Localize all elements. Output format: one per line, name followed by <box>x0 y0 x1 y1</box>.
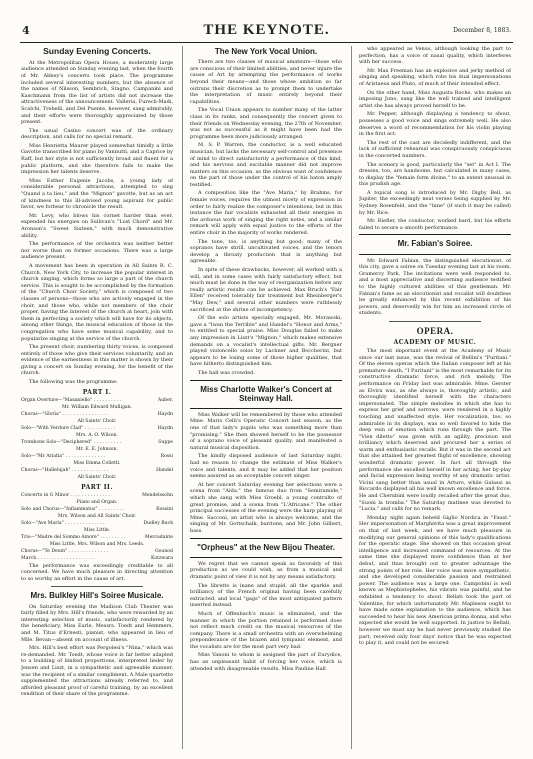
issue-date: December 8, 1883. <box>453 27 511 34</box>
programme-row <box>21 521 173 527</box>
programme-item: Chorus—"Gloria" . . . . . . . . . . . . . . . . <box>21 411 108 417</box>
programme-item: Chorus—"Te Deum" . . . . . . . . . . . . . . <box>21 548 109 554</box>
article-heading: The New York Vocal Union. <box>214 47 318 56</box>
programme-composer: Mercadante <box>144 534 173 540</box>
programme-composer: Suppe <box>158 439 173 445</box>
article-paragraph: Mr. Riefler, the conductor, worked hard, but his efforts failed to secure a smooth performance. <box>359 218 511 231</box>
programme-composer: Haydn <box>157 425 173 431</box>
boxed-heading <box>359 234 511 254</box>
article-paragraph: There are two classes of musical amateurs—those who are conscious of their limited abilities, and never injure the cause of Art by attempting the performance of works beyond their means—and those whose ambition so far outruns their discretion as to prompt them to undertake the interpretation of music entirely beyond their capabilities. <box>190 59 342 105</box>
programme-item: March . . . . . . . . . . . . . . . . . . . . <box>21 555 95 561</box>
programme-row <box>21 535 173 541</box>
programme-item: Miss Emma Colletti. <box>73 460 121 466</box>
article-paragraph: We regret that we cannot speak as favorably of this production as we could wish, as from a musical and dramatic point of view it is not by any means satisfactory. <box>190 560 342 580</box>
column-2 <box>190 46 342 751</box>
column-divider <box>182 46 183 749</box>
programme-item: Mrs. Wilson and All Saints' Choir. <box>57 513 137 519</box>
article-paragraph: The hall was crowded. <box>198 369 255 376</box>
article-heading: Miss Charlotte Walker's Concert at Steinway Hall. <box>200 384 332 403</box>
programme-row <box>21 426 173 432</box>
programme-row <box>21 493 173 499</box>
programme-composer: Rossini <box>156 506 173 512</box>
article-paragraph: On Saturday evening the Madison Club Theater was fairly filled by Mrs. Hill's friends, who were rewarded by an interesting selection of music, satisfactorily rendered by the beneficiary, Miss Earle, Messrs. Toedt and Hemmers, and M. Titus d'Ernesti, pianist, who appeared in lieu of Mlle. Bevan—absent on account of illness. <box>21 603 173 643</box>
article-paragraph: Mrs. Hill's best effort was Pergolesi's "Nina," which was re-demanded. Mr. Toedt, whose voice is far better adapted to a building of limited proportions, interpreted lieder by Jensen and Liszt, in a sympathetic and agreeable manner, was the recipient of a similar compliment. A Male quartette supplemented the attractions already referred to, and afforded pleasant proof of careful training, by an excellent rendition of their share of the programme. <box>21 645 173 698</box>
programme-item: All Saints' Choir. <box>77 474 117 480</box>
programme-part-heading: PART II. <box>81 483 113 491</box>
programme-row <box>21 549 173 555</box>
article-heading: "Orpheus" at the New Bijou Theater. <box>197 542 335 552</box>
article-paragraph: Mr. Pepper, although displaying a tendency to shout, possesses a good voice and sings extremely well. He also deserves a word of recommendation for his violin playing in the first act. <box>359 111 511 138</box>
programme-composer: Mendelssohn <box>142 492 173 498</box>
article-paragraph: A movement has been in operation in All Saints R. C. Church, New York City, to increase the popular interest in church singing, which forms so large a part of the church service. This is sought to be accomplished by the formation of the "Church Choir Society," which is composed of two classes of persons—those who are actively engaged in the choir, and those who, while not members of the choir proper, having the interest of the church at heart, join with them in perfecting a society which will have for its objects, among other things, the musical education of those in the congregation who have some musical capability, and to popularize singing at the service of the church. <box>21 262 173 342</box>
programme-row <box>21 461 173 467</box>
article-paragraph: The libretto is inane and stupid, all the sparkle and brilliancy of the French original having been carefully extracted, and local "gags" of the most antiquated pattern inserted instead. <box>190 582 342 609</box>
programme-row <box>21 468 173 474</box>
article-paragraph: Mr. Levy, who blows his cornet harder than ever, expended his energies on Sullivan's "Lost Chord" and Mr. Aronson's "Sweet Sixteen," with much demonstrative ability. <box>21 212 173 239</box>
programme-row <box>21 500 173 506</box>
programme-row <box>21 447 173 453</box>
programme-composer: Haydn <box>157 411 173 417</box>
article-paragraph: Much of Offenbach's music is eliminated, and the manner in which the portion retained is performed does not reflect much credit on the musical resources of the company. There is a small orchestra with an overwhelming preponderance of the brazen and tympanic element, and the vocalists are for the most part very bad. <box>190 610 342 650</box>
programme-list-part-1 <box>21 398 173 481</box>
article-paragraph: The Vocal Union appears to number many of the latter class in its ranks, and consequently the concert given to their friends on Wednesday evening, the 27th of November, was not as successful as it might have been had the programme been more judiciously arranged. <box>190 107 342 140</box>
masthead <box>20 22 513 42</box>
article-paragraph: On the other hand, Miss Augusta Roche, who makes an imposing Juno, sang like the well trained and intelligent artist she has always proved herself to be. <box>359 89 511 109</box>
programme-composer: Auber. <box>157 397 173 403</box>
programme-item: Solo and Chorus—"Inflammatus" . . . . . . . . . <box>21 506 124 512</box>
article-paragraph: Miss Vanoni to whom is assigned the part of Eurydice, has an unpleasant habit of forcing her voice, which is attended with disagreeable results. Miss Pauline Hall <box>190 652 342 672</box>
article-paragraph: The most important event at the Academy of Music since our last issue, was the revival of Bellini's "Puritani." Of the eleven operas which the Italian composer left at his premature death, "I Puritani" is the most remarkable for its constructive dramatic force, and rich melody. The performance on Friday last was admirable. Mme. Gerster as Elvira was, as she always is, thoroughly artistic, and thoroughly identified herself with the characters impersonated. The simple melodies in which she has to express her grief and sorrows, were rendered in a highly touching and unaffected style. Her vocalization, too, so admirable in its displays, was so well favored to hide the deep vein of emotion which runs through the part. The "Vien diletto" was given with an agility, precision and brilliancy which deserved and procured her a series of warm and enthusiastic recalls. But it was in the second act that she attained her greatest flight of excellence, showing wonderful dramatic power. In fact all through the performance she excelled herself in her acting, her by-play and facial expression being worthy of any dramatic artist. Vicini sang better than usual in Arturo, while Galassi as Riccardo displayed all his well known excellence and force. He and Cherubini were loudly recalled after the great duo, "Suoni la tromba." The Saturday matinee was devoted to "Lucia," and calls for no remark. <box>359 347 511 513</box>
programme-item: Trombone Solo—"Deciphered" . . . . . . . . . . <box>21 439 122 445</box>
programme-row <box>21 528 173 534</box>
programme-item: Mr. E. E. Johnson. <box>76 446 118 452</box>
article-paragraph: In spite of these drawbacks, however, all worked with a will, and in some cases with fairly satisfactory effect, but much must be done in the way of reorganization before any really artistic results can be achieved. Max Bruch's "Fair Ellen" received tolerably fair treatment but Rheinberger's "May Dew," and several other numbers were ruthlessly sacrificed at the shrine of incompetency. <box>190 267 342 313</box>
article-paragraph: Monday night again beheld Giglio Nordica in "Faust." Her impersonation of Marghérita was a great improvement on that of last week, and we have much pleasure in modifying our general opinions of this lady's qualifications for the operatic stage. She showed on this occasion great intelligence and increased command of resources. At the same time she displayed more confidence than at her debut, and thus brought out to greater advantage the strong points of her role. Her voice was more sympathetic, and she developed considerable passion and restrained power. The audience was a large one. Campobini is well known as Mephistopheles, his vibrato was painful, and he exhibited a tendency to shout. Bellati took the part of Valentine, for which unfortunately Mr. Mapleson ought to have made some explanation to the audience, which has succeeded to hear his new American prima donna, and who expected she would be well supported. In justice to Bellati, however we must say he had never previously studied the part, received only four days' notice that he was expected to play it, and could not be secured <box>359 514 511 647</box>
programme-item: Mr. William Edward Mulligan. <box>61 404 133 410</box>
programme-item: Piano and Organ. <box>76 499 118 505</box>
programme-part-heading: PART I. <box>82 388 112 396</box>
programme-row <box>21 454 173 460</box>
programme-item: Solo—"With Verdure Clad" . . . . . . . . . . . <box>21 425 116 431</box>
masthead-rule <box>20 42 513 43</box>
article-paragraph: Miss Henrietta Maurer played somewhat timidly a little Gavotte transcribed for piano by Vannutti, and a Caprice by Raff, but her style is not sufficiently broad and fluent for a public platform, and she therefore fails to make the impression her talents deserve. <box>21 142 173 176</box>
article-paragraph: The usual Casino concert was of the ordinary description, and calls for no special remark. <box>21 127 173 141</box>
programme-row <box>21 433 173 439</box>
article-paragraph: Miss Walker will be remembered by those who attended Mme. Mario Celli's Operatic Concert last season, as the one of that lady's pupils who was something more than "promising." She then showed herself to be the possessor of a soprano voice of pleasant quality, and manifested a natural musical disposition. <box>190 411 342 451</box>
section-divider <box>51 586 143 587</box>
programme-row <box>21 398 173 404</box>
article-paragraph: At the Metropolitan Opera House, a moderately large audience attended on Sunday evening last, when the fourth of Mr. Abbey's concerts took place. The programme included several interesting numbers, but the absence of the names of Nilsson, Sembrich, Stagno, Campanini and Kaschmann from the list of artists did not increase the attractiveness of the announcement. Valleria, Furech-Madi, Scalchi, Trebelli, and Del Puente, however, sang admirably, and their efforts were thoroughly appreciated by those present. <box>21 59 173 126</box>
article-heading: Mr. Fabian's Soiree. <box>397 239 473 249</box>
column-1 <box>21 46 173 751</box>
programme-item: Chorus—"Hallelujah" . . . . . . . . . . . . . <box>21 467 109 473</box>
article-paragraph: The kindly disposed audience of last Saturday night, had no reason to change the estimate of Miss Walker's voice and talents, and it may be added that her position seems assured as an acceptable concert singer. <box>190 453 342 480</box>
article-paragraph: The scenery is good, particularly the "set" in Act I. The dresses, too, are handsome, but calculated in many cases, to display the "female form divine," to an extent unusual in this prudish age. <box>359 161 511 188</box>
article-paragraph: Mr. Edward Fabian, the distinguished elocutionist, of this city, gave a soiree on Tuesday evening last at his room, Gramercy Park. The invitations were well responded to, and a most appreciative and discerning audience testified to the highly cultured abilities of this gentleman. Mr. Fabian's fame as an elocutionist and vocalist will doubtless be greatly enhanced by this recent exhibition of his powers, and deservedly win for him an increased circle of students. <box>359 257 511 317</box>
article-paragraph: A composition like the "Ave Maria," by Brahms, for female voices, requires the utmost nicety of expression in order to fairly realize the composer's intentions; but in this instance the fair vocalists exhausted all their energies in the arduous work of singing the right notes, and a similar remark will apply with equal justice to the efforts of the entire choir in the majority of works rendered. <box>190 190 342 237</box>
article-paragraph: who appeared as Venus, although looking the part to perfection, has a voice of nasal quality, which interferes with her success. <box>359 46 511 66</box>
programme-row <box>21 475 173 481</box>
programme-composer: Rossi <box>160 453 173 459</box>
page-number: 4 <box>22 24 30 37</box>
programme-composer: Dudley Buck <box>143 520 173 526</box>
programme-row <box>21 542 173 548</box>
newspaper-title: THE KEYNOTE. <box>203 22 330 38</box>
article-paragraph: Mr. Max Freeman has an explosive and jerky method of singing and speaking, which robs his dual impersonations of Aristaeus and Pluto, of much of their intended effect. <box>359 67 511 87</box>
article-paragraph: The tone, too, is anything but good; many of the sopranos have shrill, uncultivated voices, and the tenors develop a throaty production that is anything but agreeable. <box>190 238 342 265</box>
programme-item: Solo—"Ave Maria" . . . . . . . . . . . . . . <box>21 520 105 526</box>
programme-composer: Kotzwara <box>151 555 173 561</box>
programme-item: Solo—"Mr Ariatia" . . . . . . . . . . . . . . <box>21 453 105 459</box>
programme-row <box>21 440 173 446</box>
article-paragraph: Miss Esther Eugenie Jacobs, a young lady of considerable personal attractions, attempted to sing "Quand a ta lieu," and the "Mignon" gavotte, but as an act of kindness to this ill-advised young aspirant for public favor, we forbear to chronicle the result. <box>21 177 173 211</box>
article-paragraph: The performance was exceedingly creditable to all concerned. We have much pleasure in directing attention to so worthy an effort in the cause of art. <box>21 562 173 582</box>
programme-item: Miss Little, Mrs. Wilson and Mrs. Leeds. <box>49 541 145 547</box>
boxed-heading <box>190 538 342 558</box>
programme-row <box>21 419 173 425</box>
programme-item: Miss Little. <box>83 527 111 533</box>
programme-composer: Gounod <box>154 548 173 554</box>
section-divider <box>389 321 481 322</box>
programme-list-part-2 <box>21 493 173 562</box>
section-subheading: ACADEMY OF MUSIC. <box>393 338 477 346</box>
programme-composer: Handel <box>156 467 173 473</box>
article-paragraph: The rest of the cast are decidedly indifferent, and the lack of sufficient rehearsal was conspicuously conspicuous in the concerted numbers. <box>359 139 511 159</box>
article-heading: Sunday Evening Concerts. <box>43 46 151 56</box>
programme-item: Mrs. A. O. Wilson. <box>76 432 118 438</box>
programme-item: Trio—"Madre del Sommo Amore" . . . . . . . . . <box>21 534 126 540</box>
programme-item: All Saints' Choir. <box>77 418 117 424</box>
article-paragraph: The performance of the orchestra was neither better nor worse than on former occasions. There was a large audience present. <box>21 241 173 261</box>
article-paragraph: A topical song is introduced by Mr. Digby Bell, as Jupiter, the exceedingly neat verses being supplied by Mr. Sydney Rosenfeld, and the "tune" (if such it may be called) by Mr. Rice. <box>359 189 511 216</box>
programme-item: Organ Overture—"Masaniello" . . . . . . . . . . <box>21 397 122 403</box>
section-heading-opera: OPERA. <box>416 325 454 336</box>
programme-row <box>21 412 173 418</box>
programme-row <box>21 405 173 411</box>
article-paragraph: Of the solo artists specially engaged, Mr. Morawski, gave a "Iwan the Terrible" and Handel's "Honor and Arms," to entitled to special praise. Miss Douglas failed to make any impression in Liszt's "Mignon," which makes extensive demands on a vocalist's intellectual gifts. Mr. Bergner played violoncello solos by Lachner and Boccherini, but appears to be losing some of those higher qualities, that have hitherto distinguished him. <box>190 315 342 368</box>
programme-row <box>21 556 173 562</box>
programme-row <box>21 507 173 513</box>
article-paragraph: At her concert Saturday evening her selections were a scena from "Aida," the famous duo from "Semiramide," which she sang with Miss Groebl, a young contralto of great promise, and a scena from "L'Africane." The other principal successes of the evening were the harp playing of Mme. Sacconi, an artist who is always welcome, and the singing of Mr. Gottschalk, baritone, and Mr. John Gilbert, bass. <box>190 481 342 534</box>
column-3 <box>359 46 511 751</box>
article-paragraph: M. S. P. Warren, the conductor, is a well educated musician, but lacks the necessary self-control and presence of mind to direct satisfactorily a performance of this kind, and his nervous and excitable manner did not improve matters on this occasion, as the obvious want of confidence on the part of those under the control of his baton amply testified. <box>190 142 342 188</box>
boxed-heading <box>190 380 342 409</box>
programme-item: Concerto in G Minor . . . . . . . . . . . . . . <box>21 492 110 498</box>
article-paragraph: The following was the programme: <box>29 379 118 386</box>
column-divider <box>351 46 352 749</box>
article-paragraph: The present choir, numbering thirty voices, is composed entirely of those who give their services voluntarily, and an evidence of the earnestness in this matter is shown by their giving a concert on Sunday evening, for the benefit of the church. <box>21 344 173 377</box>
article-heading: Mrs. Bulkley Hill's Soiree Musicale. <box>30 591 164 601</box>
programme-row <box>21 514 173 520</box>
